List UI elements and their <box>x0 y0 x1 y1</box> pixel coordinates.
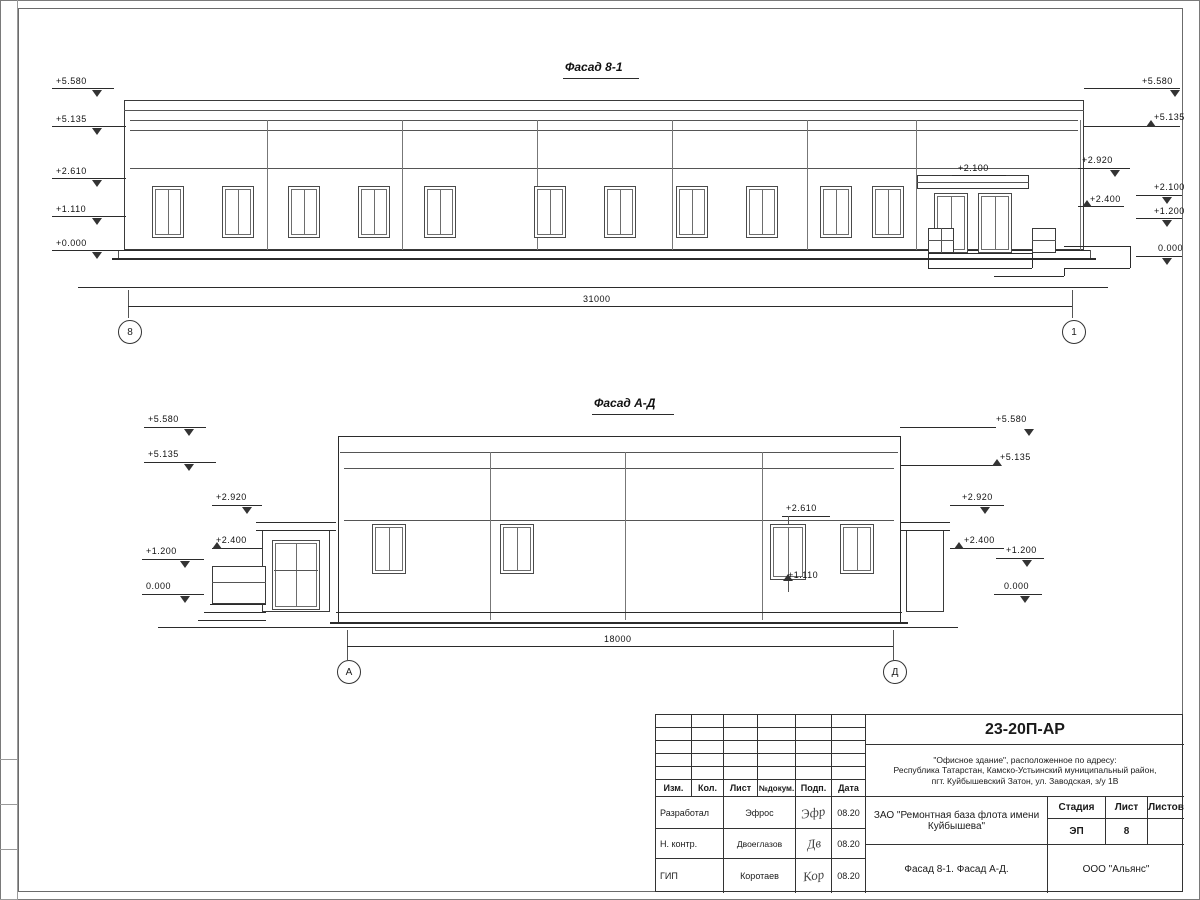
level-leader <box>142 594 204 595</box>
facade-8-1-joint-1 <box>267 120 268 250</box>
stair-right-tread-2 <box>994 276 1064 277</box>
level-leader <box>1136 218 1182 219</box>
axis-marker-d <box>883 660 907 684</box>
facade-8-1-parapet-line-1 <box>124 110 1084 111</box>
level-leader <box>900 427 996 428</box>
organization-name: ООО "Альянс" <box>1082 863 1150 875</box>
facade-8-1-cornice-line <box>130 130 1078 131</box>
role-date: 08.20 <box>832 797 866 829</box>
rev-cell <box>758 728 796 741</box>
facade-a-d-wall-left <box>338 436 339 622</box>
level-leader <box>52 216 126 217</box>
level-arrow-up <box>1146 120 1156 127</box>
rev-cell <box>724 741 758 754</box>
object-line-2: Республика Татарстан, Камско-Устьинский муниципальный район, <box>893 765 1157 776</box>
window <box>534 186 566 238</box>
window <box>424 186 456 238</box>
railing-right-rail <box>1032 240 1056 241</box>
window <box>358 186 390 238</box>
rev-cell <box>656 767 692 780</box>
col-header-izm: Изм. <box>656 780 692 797</box>
col-header-list: Лист <box>724 780 758 797</box>
entrance-canopy-line <box>917 182 1029 183</box>
facade-a-d-joint-3 <box>762 452 763 620</box>
level-arrow <box>180 596 190 603</box>
window <box>872 186 904 238</box>
facade-8-1-title: Фасад 8-1 <box>565 60 623 74</box>
customer-name: ЗАО "Ремонтная база флота имени Куйбышева" <box>866 797 1048 845</box>
rev-cell <box>724 754 758 767</box>
annex-right-block <box>906 530 944 612</box>
rev-cell <box>724 715 758 728</box>
role-name: Эфрос <box>724 797 796 829</box>
sheet-value: 8 <box>1106 819 1148 845</box>
col-header-ndokum: №докум. <box>758 780 796 797</box>
level-mark: 0.000 <box>146 581 172 591</box>
annex-railing-rail <box>212 582 266 583</box>
axis-label: 1 <box>1071 326 1077 338</box>
window <box>288 186 320 238</box>
level-leader <box>1078 168 1130 169</box>
level-leader <box>52 178 126 179</box>
annex-stair-top <box>210 604 266 605</box>
window <box>676 186 708 238</box>
rev-cell <box>724 728 758 741</box>
level-leader <box>994 594 1042 595</box>
rev-cell <box>832 728 866 741</box>
level-leader <box>1136 195 1182 196</box>
rev-cell <box>832 741 866 754</box>
annex-door-transom <box>274 570 318 571</box>
level-mark: +5.580 <box>1142 76 1173 86</box>
rev-cell <box>656 715 692 728</box>
col-header-data: Дата <box>832 780 866 797</box>
col-header-podp: Подп. <box>796 780 832 797</box>
level-arrow-up <box>1082 200 1092 207</box>
object-line-1: "Офисное здание", расположенное по адресу: <box>933 754 1117 765</box>
level-mark: +0.000 <box>56 238 87 248</box>
porch-slab-top <box>928 253 1032 254</box>
level-arrow <box>242 507 252 514</box>
rev-cell <box>832 767 866 780</box>
facade-8-1-joint-2 <box>402 120 403 250</box>
annex-left-canopy <box>256 522 336 523</box>
rev-cell <box>796 754 832 767</box>
role-label: Разработал <box>656 797 724 829</box>
level-mark: +2.400 <box>1090 194 1121 204</box>
rev-cell <box>796 767 832 780</box>
level-mark: +5.580 <box>56 76 87 86</box>
role-name: Коротаев <box>724 859 796 893</box>
facade-8-1-band-line <box>130 168 1078 169</box>
facade-a-d-cornice <box>344 468 894 469</box>
dim-ext-right-2 <box>893 630 894 660</box>
dim-ext-right <box>1072 290 1073 318</box>
facade-a-d-roof-line-2 <box>340 452 898 453</box>
window <box>604 186 636 238</box>
level-arrow <box>1170 90 1180 97</box>
role-signature <box>796 797 832 829</box>
entrance-door-right <box>978 193 1012 253</box>
level-leader <box>52 250 126 251</box>
object-line-3: пгт. Куйбышевский Затон, ул. Заводская, з/у 1В <box>931 775 1119 786</box>
annex-right-canopy-2 <box>900 530 950 531</box>
level-mark: +1.200 <box>1006 545 1037 555</box>
level-arrow <box>1110 170 1120 177</box>
role-label: ГИП <box>656 859 724 893</box>
level-mark: +1.200 <box>1154 206 1185 216</box>
title-block <box>655 714 1183 892</box>
rev-cell <box>656 728 692 741</box>
level-mark: +1.110 <box>56 204 87 214</box>
level-leader <box>52 88 114 89</box>
facade-8-1-joint-7 <box>1080 120 1081 250</box>
level-arrow <box>180 561 190 568</box>
dim-ext-left-2 <box>347 630 348 660</box>
rev-cell <box>656 741 692 754</box>
stage-value: ЭП <box>1048 819 1106 845</box>
level-mark: +5.135 <box>1154 112 1185 122</box>
dim-line-31000 <box>128 306 1072 307</box>
dim-value-18000: 18000 <box>604 634 632 644</box>
level-arrow <box>92 252 102 259</box>
rev-cell <box>758 767 796 780</box>
window-level-tie-2 <box>788 580 789 592</box>
level-arrow-up <box>212 542 222 549</box>
col-header-kol: Кол. <box>692 780 724 797</box>
axis-label: 8 <box>127 326 133 338</box>
window-level-mark: +1.110 <box>788 570 819 580</box>
level-mark: 0.000 <box>1004 581 1030 591</box>
level-leader <box>1084 88 1180 89</box>
facade-8-1-plinth-bottom <box>112 258 1096 260</box>
level-arrow <box>1162 258 1172 265</box>
signature-glyph: Эфр <box>800 802 827 822</box>
annex-left-canopy-2 <box>256 530 336 531</box>
ramp-right-rail <box>1064 246 1130 247</box>
facade-8-1-ground-line <box>78 287 1108 288</box>
annex-right-canopy <box>900 522 950 523</box>
axis-label: Д <box>891 666 899 678</box>
level-leader <box>52 126 126 127</box>
axis-label: А <box>345 666 353 678</box>
dim-line-18000 <box>347 646 893 647</box>
rev-cell <box>656 754 692 767</box>
role-label: Н. контр. <box>656 829 724 859</box>
rev-cell <box>692 754 724 767</box>
annex-entrance-door <box>272 540 320 610</box>
ramp-right-post <box>1130 246 1131 268</box>
porch-edge-right <box>1032 253 1033 268</box>
stage-header: Стадия <box>1048 797 1106 819</box>
level-leader <box>900 465 996 466</box>
railing-left-post <box>941 228 942 253</box>
dim-value-31000: 31000 <box>583 294 611 304</box>
facade-a-d-plinth-top <box>336 612 902 613</box>
facade-8-1-title-underline <box>563 78 639 79</box>
stair-right-tread <box>986 268 1032 269</box>
rev-cell <box>758 715 796 728</box>
annex-stair-bottom <box>198 620 266 621</box>
facade-a-d-plinth-bottom <box>330 622 908 624</box>
rev-cell <box>796 728 832 741</box>
sheets-header: Листов <box>1148 797 1184 819</box>
sheet-header: Лист <box>1106 797 1148 819</box>
level-arrow <box>184 429 194 436</box>
window <box>222 186 254 238</box>
level-mark: +5.580 <box>996 414 1027 424</box>
sheet-left-margin-strip <box>0 0 18 900</box>
level-mark: +2.610 <box>56 166 87 176</box>
window <box>372 524 406 574</box>
level-leader <box>144 462 216 463</box>
annex-railing <box>212 566 266 604</box>
entrance-level-mark: +2.100 <box>958 163 989 173</box>
axis-marker-8 <box>118 320 142 344</box>
level-arrow <box>1162 197 1172 204</box>
window <box>840 524 874 574</box>
level-mark: +2.100 <box>1154 182 1185 192</box>
annex-stair-mid <box>204 612 266 613</box>
role-name: Двоеглазов <box>724 829 796 859</box>
rev-cell <box>692 767 724 780</box>
level-mark: +5.135 <box>148 449 179 459</box>
drawing-code: 23-20П-АР <box>866 715 1184 745</box>
facade-a-d-joint-2 <box>625 452 626 620</box>
rev-cell <box>796 715 832 728</box>
facade-a-d-wall-right <box>900 436 901 622</box>
level-arrow-up <box>954 542 964 549</box>
facade-a-d-title-underline <box>592 414 674 415</box>
level-mark: +5.135 <box>56 114 87 124</box>
rev-cell <box>692 728 724 741</box>
facade-a-d-joint-1 <box>490 452 491 620</box>
level-leader <box>996 558 1044 559</box>
role-date: 08.20 <box>832 859 866 893</box>
level-mark: +2.400 <box>964 535 995 545</box>
window <box>152 186 184 238</box>
level-leader <box>212 505 262 506</box>
level-mark: 0.000 <box>1158 243 1184 253</box>
signature-glyph: Дв <box>805 834 822 852</box>
rev-cell <box>724 767 758 780</box>
facade-a-d-band-1 <box>344 520 894 521</box>
level-mark: +2.920 <box>216 492 247 502</box>
rev-cell <box>796 741 832 754</box>
level-arrow <box>1022 560 1032 567</box>
facade-a-d-ground-line <box>158 627 958 628</box>
window <box>746 186 778 238</box>
sheets-value <box>1148 819 1184 845</box>
rev-cell <box>692 715 724 728</box>
level-mark: +2.400 <box>216 535 247 545</box>
axis-marker-1 <box>1062 320 1086 344</box>
facade-8-1-parapet-line-2 <box>130 120 1078 121</box>
level-arrow <box>92 218 102 225</box>
stair-right-riser <box>1064 268 1065 276</box>
dim-ext-left <box>128 290 129 318</box>
level-arrow <box>1024 429 1034 436</box>
rev-cell <box>832 754 866 767</box>
role-signature <box>796 859 832 893</box>
level-arrow <box>92 180 102 187</box>
facade-a-d-ridge <box>338 436 900 437</box>
level-mark: +5.580 <box>148 414 179 424</box>
window <box>820 186 852 238</box>
facade-8-1-plinth-right <box>1090 250 1091 258</box>
level-leader <box>144 427 206 428</box>
level-mark: +2.920 <box>1082 155 1113 165</box>
role-date: 08.20 <box>832 829 866 859</box>
facade-8-1-joint-4 <box>672 120 673 250</box>
level-arrow <box>184 464 194 471</box>
level-leader <box>950 505 1004 506</box>
level-arrow <box>92 128 102 135</box>
axis-marker-a <box>337 660 361 684</box>
level-mark: +2.920 <box>962 492 993 502</box>
window-level-tie <box>788 516 789 524</box>
facade-8-1-plinth-left <box>118 250 119 258</box>
level-arrow <box>980 507 990 514</box>
level-arrow-up <box>992 459 1002 466</box>
facade-8-1-joint-5 <box>807 120 808 250</box>
window-level-leader <box>782 516 830 517</box>
ramp-right-line <box>1064 268 1130 269</box>
drawing-name: Фасад 8-1. Фасад А-Д. <box>866 845 1048 893</box>
level-arrow <box>1020 596 1030 603</box>
window <box>500 524 534 574</box>
window-level-mark: +2.610 <box>786 503 817 513</box>
level-leader <box>1084 126 1180 127</box>
level-mark: +5.135 <box>1000 452 1031 462</box>
level-leader <box>142 559 204 560</box>
level-leader <box>1136 256 1182 257</box>
rev-cell <box>692 741 724 754</box>
role-signature <box>796 829 832 859</box>
entrance-level-leader <box>952 175 1006 176</box>
porch-edge-left <box>928 253 929 268</box>
rev-cell <box>758 754 796 767</box>
facade-a-d-title: Фасад А-Д <box>594 396 656 410</box>
level-arrow <box>92 90 102 97</box>
level-arrow-up <box>783 574 793 581</box>
signature-glyph: Кор <box>801 866 825 885</box>
level-mark: +1.200 <box>146 546 177 556</box>
object-description <box>866 745 1184 797</box>
rev-cell <box>832 715 866 728</box>
rev-cell <box>758 741 796 754</box>
level-arrow <box>1162 220 1172 227</box>
